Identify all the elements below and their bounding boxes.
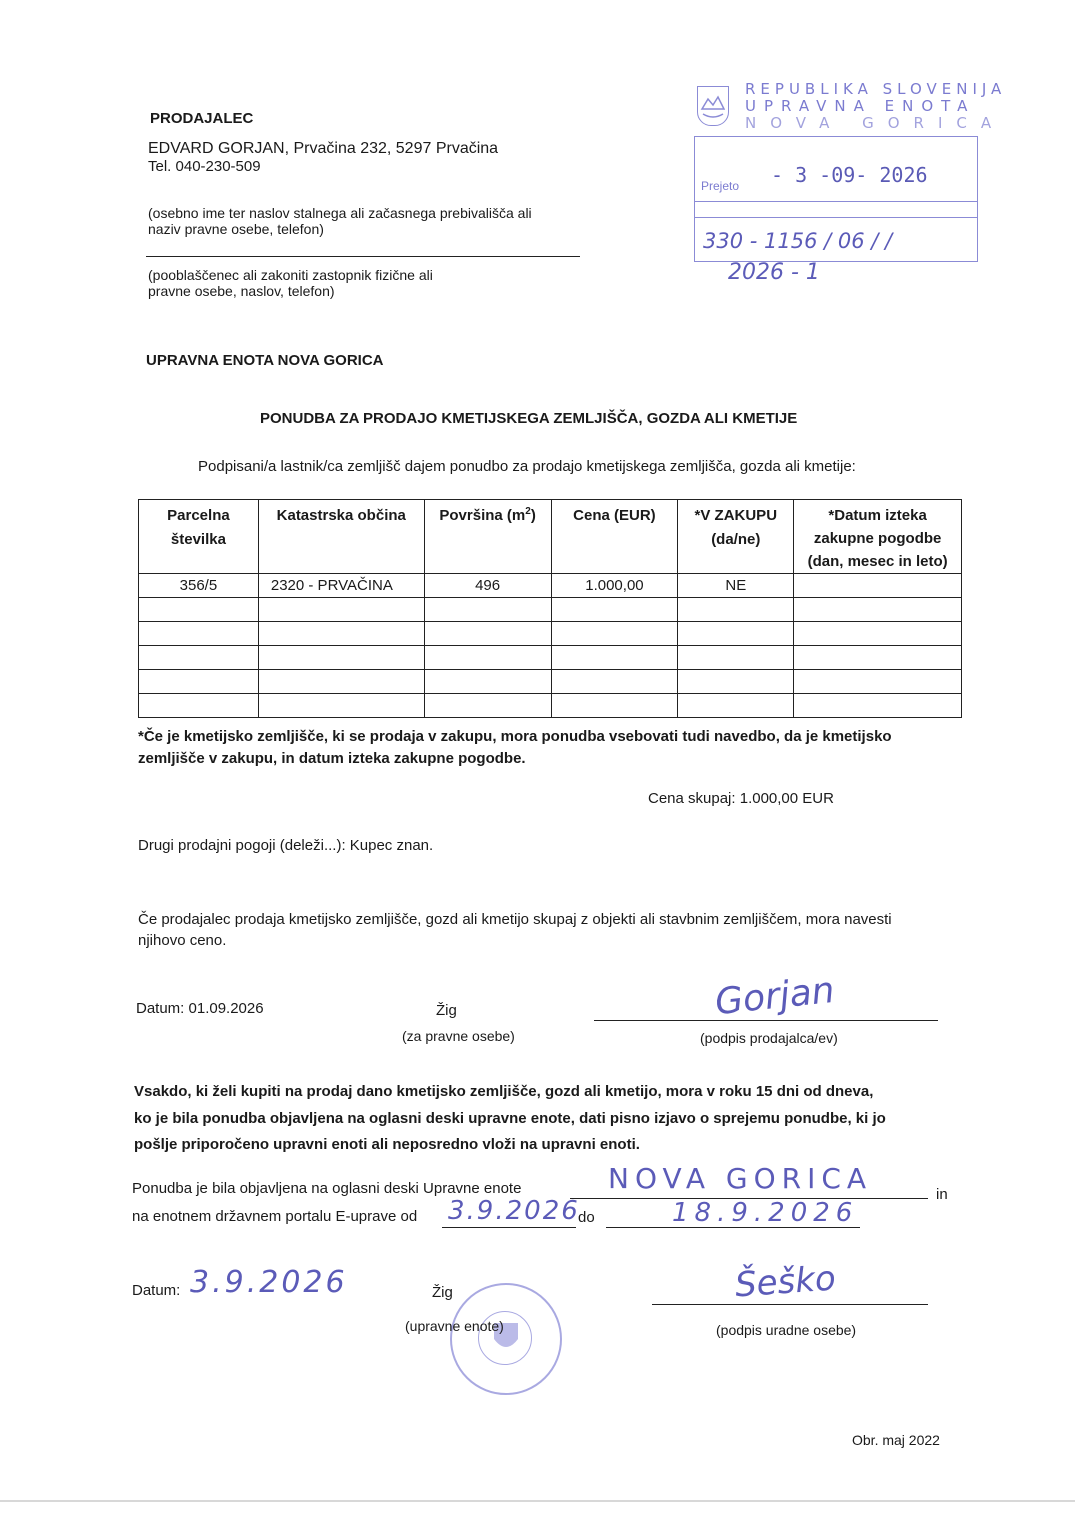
published-to: 18.9.2026	[672, 1198, 859, 1228]
published-text-2: na enotnem državnem portalu E-uprave od	[132, 1208, 418, 1225]
cell-parcel	[139, 622, 259, 646]
cell-lease: NE	[678, 574, 794, 598]
official-signature: Šeško	[733, 1258, 837, 1306]
published-text-1: Ponudba je bila objavljena na oglasni deski Upravne enote	[132, 1180, 522, 1197]
published-to-label: do	[578, 1209, 595, 1226]
office-date: 3.9.2026	[190, 1265, 348, 1300]
cell-lease	[678, 598, 794, 622]
cell-area	[424, 598, 551, 622]
stamp-divider-2	[695, 217, 977, 218]
cell-price	[551, 622, 678, 646]
cell-expiry	[794, 646, 962, 670]
cell-cadastral	[258, 622, 424, 646]
header-price: Cena (EUR)	[551, 500, 678, 574]
cell-price: 1.000,00	[551, 574, 678, 598]
cell-parcel: 356/5	[139, 574, 259, 598]
seller-hint-2a: (pooblaščenec ali zakoniti zastopnik fizične ali	[148, 267, 433, 283]
stamp-republic: REPUBLIKA SLOVENIJA	[745, 80, 1007, 98]
seller-hint-1a: (osebno ime ter naslov stalnega ali začasnega prebivališča ali	[148, 205, 532, 221]
representative-line	[146, 256, 580, 257]
seal-legal-hint: (za pravne osebe)	[402, 1028, 515, 1044]
cell-cadastral	[258, 598, 424, 622]
published-from-line	[442, 1227, 576, 1228]
table-header-row	[139, 500, 962, 574]
cell-expiry	[794, 574, 962, 598]
cell-expiry	[794, 622, 962, 646]
seller-phone: Tel. 040-230-509	[148, 158, 261, 175]
cell-parcel	[139, 670, 259, 694]
seller-hint-2b: pravne osebe, naslov, telefon)	[148, 283, 335, 299]
buyer-note-line2: ko je bila ponudba objavljena na oglasni deski upravne enote, dati pisno izjavo o sprejemu ponudbe, ki jo	[134, 1110, 886, 1127]
cell-parcel	[139, 598, 259, 622]
office-seal-hint: (upravne enote)	[405, 1318, 504, 1334]
cell-area	[424, 670, 551, 694]
document-title: PONUDBA ZA PRODAJO KMETIJSKEGA ZEMLJIŠČA, GOZDA ALI KMETIJE	[260, 410, 798, 427]
lease-note-line2: zemljišče v zakupu, in datum izteka zakupne pogodbe.	[138, 750, 526, 767]
cell-lease	[678, 646, 794, 670]
cell-expiry	[794, 670, 962, 694]
stamp-unit: UPRAVNA ENOTA	[745, 97, 976, 115]
published-from: 3.9.2026	[448, 1196, 580, 1226]
cell-parcel	[139, 694, 259, 718]
office-seal	[450, 1283, 562, 1395]
seller-name-address: EDVARD GORJAN, Prvačina 232, 5297 Prvačina	[148, 140, 499, 157]
header-area: Površina $(m^2)$	[424, 500, 551, 574]
cell-cadastral	[258, 694, 424, 718]
cell-cadastral	[258, 670, 424, 694]
official-signature-line	[652, 1304, 928, 1305]
header-cadastral: Katastrska občina	[258, 500, 424, 574]
header-expiry: *Datum izteka zakupne pogodbe (dan, mesec in leto)	[794, 500, 962, 574]
table-row	[139, 574, 962, 598]
seller-signature: Gorjan	[713, 969, 837, 1024]
total-price: Cena skupaj: 1.000,00 EUR	[648, 790, 834, 807]
reference-year: 2026 - 1	[728, 260, 820, 285]
cell-price	[551, 670, 678, 694]
reference-number: 330 - 1156 / 06 / /	[703, 229, 893, 253]
objects-note-line1: Če prodajalec prodaja kmetijsko zemljišče, gozd ali kmetijo skupaj z objekti ali stavbnim zemljiščem, mora navesti	[138, 911, 892, 928]
intro-text: Podpisani/a lastnik/ca zemljišč dajem ponudbo za prodajo kmetijskega zemljišča, gozda ali kmetije:	[198, 458, 856, 475]
seller-signature-label: (podpis prodajalca/ev)	[700, 1030, 838, 1046]
form-version: Obr. maj 2022	[852, 1432, 940, 1448]
published-in: in	[936, 1186, 948, 1203]
stamp-divider-1	[695, 201, 977, 202]
seller-signature-line	[594, 1020, 938, 1021]
cell-lease	[678, 622, 794, 646]
authority-name: UPRAVNA ENOTA NOVA GORICA	[146, 352, 384, 369]
cell-area: 496	[424, 574, 551, 598]
parcel-table	[138, 499, 962, 718]
cell-area	[424, 622, 551, 646]
cell-lease	[678, 694, 794, 718]
seal-label: Žig	[436, 1002, 457, 1019]
received-label: Prejeto	[701, 179, 740, 193]
cell-price	[551, 694, 678, 718]
lease-note-line1: *Če je kmetijsko zemljišče, ki se prodaja v zakupu, mora ponudba vsebovati tudi navedbo, da je kmetijsko	[138, 728, 892, 745]
header-parcel: Parcelna številka	[139, 500, 259, 574]
seller-date: Datum: 01.09.2026	[136, 1000, 264, 1017]
cell-area	[424, 646, 551, 670]
received-date: - 3 -09- 2026	[771, 163, 928, 187]
buyer-note-line3: pošlje priporočeno upravni enoti ali neposredno vloži na upravni enoti.	[134, 1136, 640, 1153]
office-seal-label: Žig	[432, 1284, 453, 1301]
cell-expiry	[794, 598, 962, 622]
cell-expiry	[794, 694, 962, 718]
cell-price	[551, 598, 678, 622]
table-row	[139, 622, 962, 646]
coat-of-arms-icon	[697, 86, 729, 126]
office-date-label: Datum:	[132, 1282, 181, 1299]
cell-area	[424, 694, 551, 718]
other-conditions: Drugi prodajni pogoji (deleži...): Kupec znan.	[138, 837, 434, 854]
table-row	[139, 694, 962, 718]
buyer-note-line1: Vsakdo, ki želi kupiti na prodaj dano kmetijsko zemljišče, gozd ali kmetijo, mora v roku 15 dni od dneva,	[134, 1083, 874, 1100]
header-lease: *V ZAKUPU (da/ne)	[678, 500, 794, 574]
cell-cadastral: 2320 - PRVAČINA	[258, 574, 424, 598]
table-row	[139, 670, 962, 694]
cell-parcel	[139, 646, 259, 670]
received-stamp-box	[694, 136, 978, 262]
stamp-city: NOVA GORICA	[745, 114, 1006, 132]
seller-hint-1b: naziv pravne osebe, telefon)	[148, 221, 324, 237]
page-edge	[0, 1500, 1075, 1502]
cell-lease	[678, 670, 794, 694]
table-row	[139, 598, 962, 622]
table-row	[139, 646, 962, 670]
objects-note-line2: njihovo ceno.	[138, 932, 227, 949]
seller-heading: PRODAJALEC	[150, 110, 254, 127]
official-signature-label: (podpis uradne osebe)	[716, 1322, 857, 1338]
cell-cadastral	[258, 646, 424, 670]
cell-price	[551, 646, 678, 670]
published-unit: NOVA GORICA	[608, 1162, 873, 1195]
